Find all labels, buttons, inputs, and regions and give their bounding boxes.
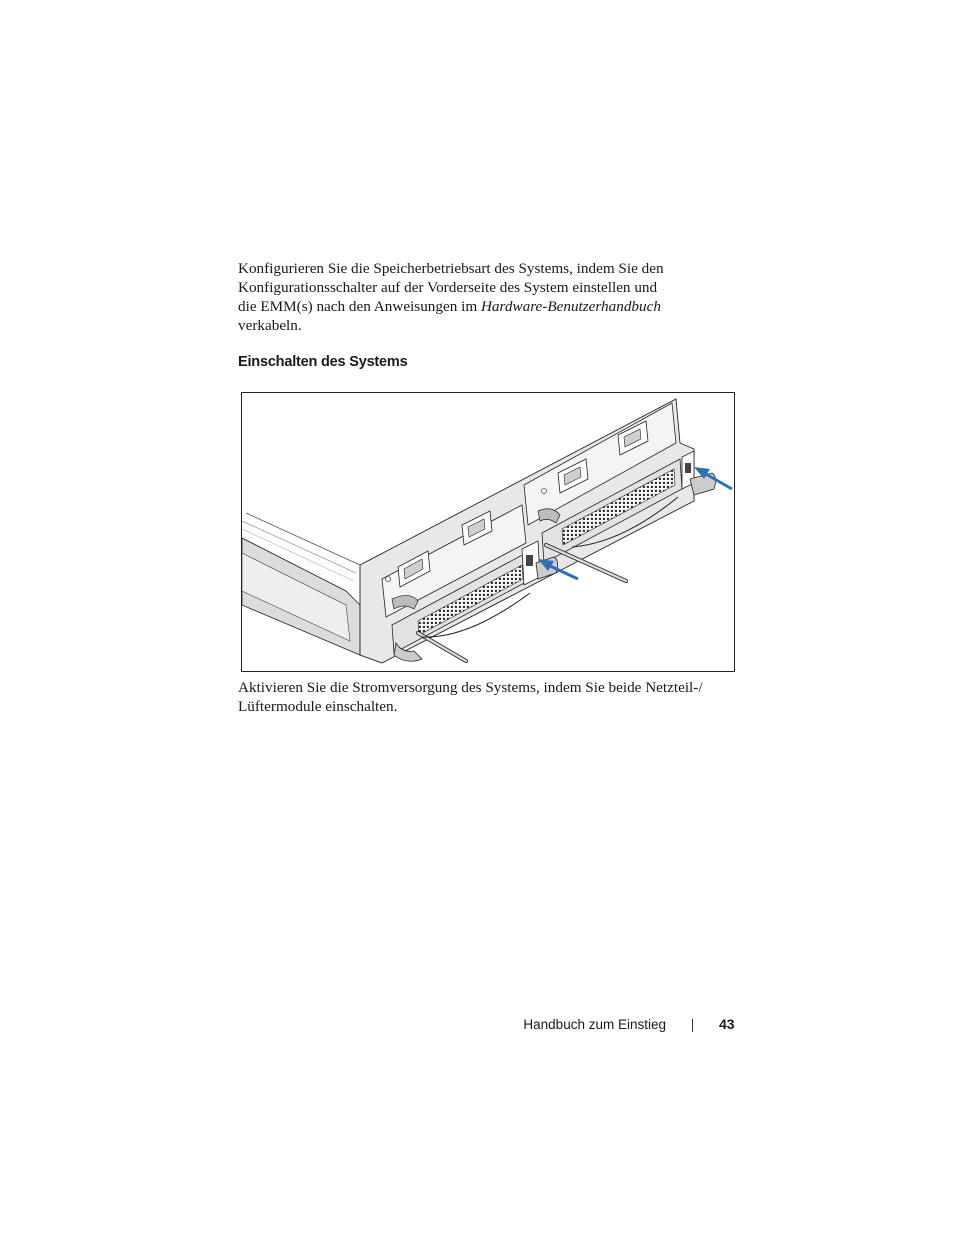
intro-line-4: verkabeln. xyxy=(238,317,302,334)
power-on-illustration xyxy=(241,392,735,672)
intro-line-3 xyxy=(238,297,738,316)
section-heading: Einschalten des Systems xyxy=(238,354,408,370)
intro-line-1: Konfigurieren Sie die Speicherbetriebsart des Systems, indem Sie den xyxy=(238,260,664,277)
intro-paragraph xyxy=(238,259,738,335)
closing-paragraph xyxy=(238,678,738,716)
footer-title: Handbuch zum Einstieg xyxy=(523,1017,666,1032)
enclosure-rear-drawing xyxy=(242,393,734,671)
footer-separator xyxy=(692,1019,693,1032)
page-footer xyxy=(0,1015,954,1035)
manual-title-emphasis: Hardware-Benutzerhandbuch xyxy=(480,298,661,315)
intro-line-2: Konfigurationsschalter auf der Vorderseite des System einstellen und xyxy=(238,279,658,296)
closing-line-1: Aktivieren Sie die Stromversorgung des Systems, indem Sie beide Netzteil-/ xyxy=(238,679,703,696)
closing-line-2: Lüftermodule einschalten. xyxy=(238,698,398,715)
intro-line-3-text: die EMM(s) nach den Anweisungen im xyxy=(238,298,481,315)
page-number: 43 xyxy=(719,1016,735,1032)
